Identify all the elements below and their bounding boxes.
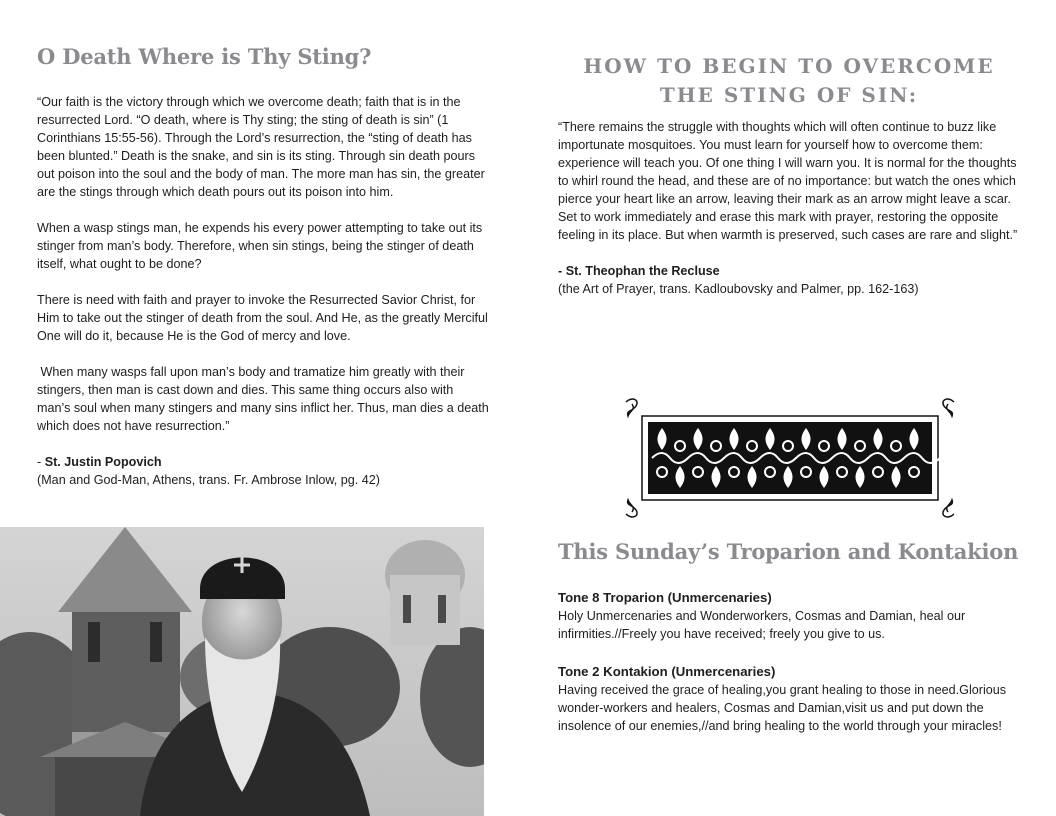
page-title: O Death Where is Thy Sting? [37, 44, 372, 69]
quote-text: “There remains the struggle with thoughts which will often continue to buzz like importunate mosquitoes. You must learn for yourself how to overcome them: experience will teach you. Of one thing I will warn you. It is normal for the thoughts to whirl round the head, and these are of no importance: but watch the ones which pierce your heart like an arrow, leaving their mark as an arrow might leave a scar. Set to work immediately and erase this mark with prayer, restoring the opposite feeling in its place. But when warmth is preserved, such cases are rare and slight.” [558, 120, 1018, 242]
section-title: HOW TO BEGIN TO OVERCOME THE STING OF SIN: [583, 54, 995, 107]
troparion-heading: This Sunday’s Troparion and Kontakion [558, 539, 1019, 564]
decorative-ornament [622, 396, 958, 520]
hymn-title: Tone 8 Troparion (Unmercenaries) [558, 590, 772, 605]
attribution [37, 453, 489, 471]
article-paragraph: “Our faith is the victory through which we overcome death; faith that is in the resurrected Lord. “O death, where is Thy sting; the sting of death is sin” (1 Corinthians 15:55-56). Through the Lord’s resurrection, the “sting of death has been blunted.” Death is the snake, and sin is its sting. Through sin death pours out poison into the soul and the body of man. The more man has sin, the greater are the stings through which death pours out its poison into him. [37, 95, 485, 199]
hymn-item [558, 663, 1028, 735]
left-article [37, 93, 493, 489]
article-paragraph: When many wasps fall upon man’s body and tramatize him greatly with their stingers, then man is cast down and dies. This same thing occurs also with man’s soul when many stingers and many sins inflict her. Thus, man dies a death which does not have resurrection.” [37, 365, 493, 433]
elder-photo [0, 527, 484, 816]
quote-attribution: - St. Theophan the Recluse [558, 264, 720, 278]
hymn-text: Holy Unmercenaries and Wonderworkers, Cosmas and Damian, heal our infirmities.//Freely you have received; freely you give to us. [558, 609, 966, 641]
attribution-dash: - [37, 455, 45, 469]
hymn-item [558, 589, 1028, 643]
hymn-list [558, 589, 1028, 755]
hymn-text: Having received the grace of healing,you grant healing to those in need.Glorious wonder-workers and healers, Cosmas and Damian,visit us and put down the insolence of our enemies,//and bring healing to the world through your miracles! [558, 683, 1007, 733]
article-paragraph: There is need with faith and prayer to invoke the Resurrected Savior Christ, for Him to take out the stinger of death from the soul. And He, as the greatly Merciful One will do it, because He is the God of mercy and love. [37, 293, 488, 343]
quote-source: (the Art of Prayer, trans. Kadloubovsky and Palmer, pp. 162-163) [558, 282, 919, 296]
attribution-source: (Man and God-Man, Athens, trans. Fr. Ambrose Inlow, pg. 42) [37, 473, 380, 487]
article-paragraph: When a wasp stings man, he expends his every power attempting to take out its stinger from man’s body. Therefore, when sin stings, being the stinger of death itself, what ought to be done? [37, 221, 483, 271]
attribution-author: St. Justin Popovich [44, 455, 162, 469]
hymn-title: Tone 2 Kontakion (Unmercenaries) [558, 664, 776, 679]
right-quote-block [558, 118, 1022, 298]
